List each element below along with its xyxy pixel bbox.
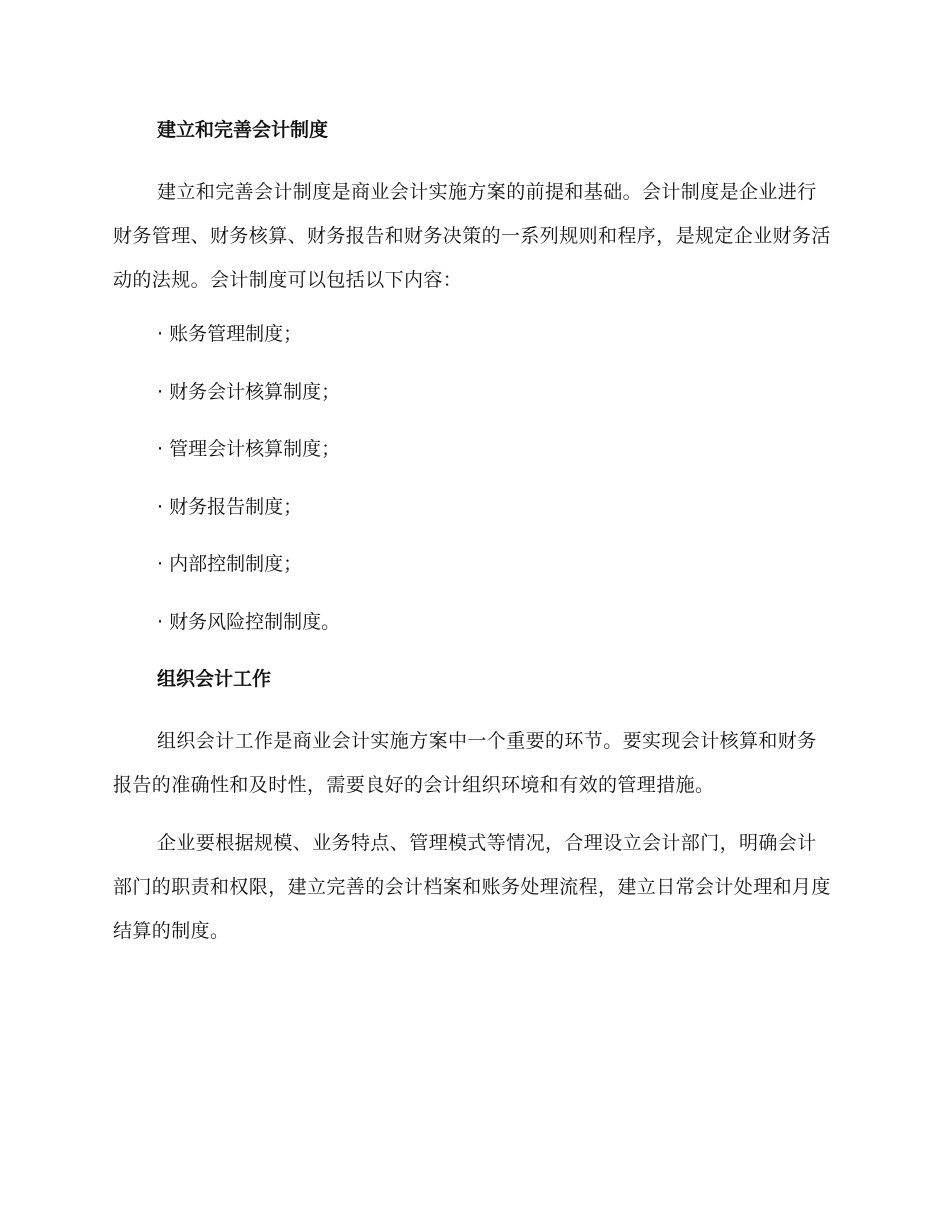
list-item: · 账务管理制度； xyxy=(157,323,303,345)
section-heading-organize-accounting: 组织会计工作 xyxy=(157,668,272,690)
section-paragraph: 建立和完善会计制度是商业会计实施方案的前提和基础。会计制度是企业进行财务管理、财务核算、财务报告和财务决策的一系列规则和程序，是规定企业财务活动的法规。会计制度可以包括以下内容： xyxy=(113,181,831,291)
list-item: · 财务风险控制制度。 xyxy=(157,610,341,633)
list-item: · 财务会计核算制度； xyxy=(157,380,341,403)
document-body xyxy=(113,112,835,967)
section-paragraph: 企业要根据规模、业务特点、管理模式等情况，合理设立会计部门，明确会计部门的职责和权限，建立完善的会计档案和账务处理流程，建立日常会计处理和月度结算的制度。 xyxy=(113,832,831,942)
list-item: · 管理会计核算制度； xyxy=(157,438,341,460)
section-paragraph: 组织会计工作是商业会计实施方案中一个重要的环节。要实现会计核算和财务报告的准确性和及时性，需要良好的会计组织环境和有效的管理措施。 xyxy=(113,730,817,796)
accounting-system-list xyxy=(113,316,835,640)
list-item: · 内部控制制度； xyxy=(157,553,303,575)
section-heading-accounting-system: 建立和完善会计制度 xyxy=(157,119,329,141)
list-item: · 财务报告制度； xyxy=(157,495,303,518)
